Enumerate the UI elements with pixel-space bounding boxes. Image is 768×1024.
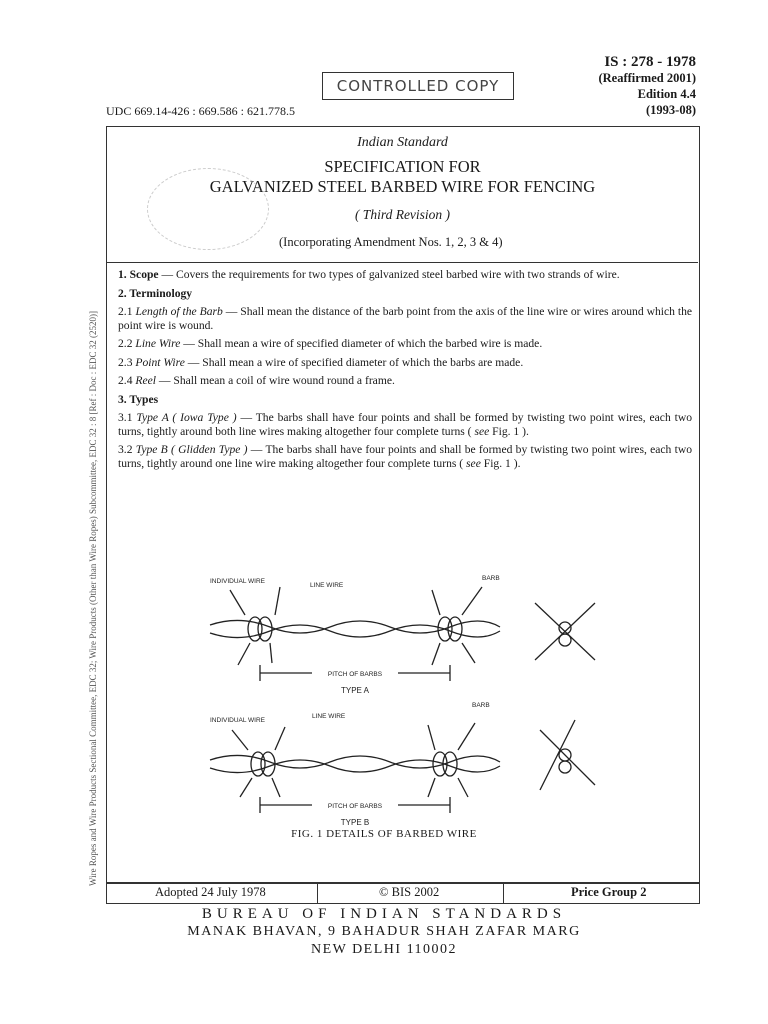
document-body: [118, 268, 692, 475]
publisher-address-line-1: MANAK BHAVAN, 9 BAHADUR SHAH ZAFAR MARG: [187, 924, 581, 939]
see-reference: see: [466, 456, 481, 470]
type-b-diagram: [210, 702, 595, 827]
footer-divider: [317, 883, 318, 903]
barb-label: BARB: [482, 575, 500, 582]
type-name: Type A ( Iowa Type ): [136, 411, 237, 424]
barb-label-b: BARB: [472, 702, 490, 709]
barbed-wire-figure: [200, 565, 620, 845]
scope-heading: 1. Scope: [118, 268, 159, 281]
type-a-end-view: [535, 603, 595, 660]
term-definition: — Shall mean the distance of the barb point from the axis of the line wire or wires around which the point wire is wound.: [118, 305, 693, 332]
type-a-paragraph: [118, 411, 692, 438]
term-name: Point Wire: [135, 355, 185, 369]
reaffirmed-note: (Reaffirmed 2001): [598, 71, 696, 85]
term-point-wire: [118, 356, 692, 370]
line-wire-strand: [210, 620, 500, 633]
copyright-notice: © BIS 2002: [379, 885, 440, 899]
term-definition: — Shall mean a coil of wire wound round a frame.: [156, 374, 395, 387]
line-wire-label-b: LINE WIRE: [312, 713, 346, 720]
standard-identifier-block: [598, 54, 696, 118]
scope-paragraph: [118, 268, 692, 282]
clause-number: 2.2: [118, 337, 136, 350]
adopted-date: Adopted 24 July 1978: [155, 885, 266, 899]
type-b-label: TYPE B: [340, 818, 370, 827]
controlled-copy-stamp: CONTROLLED COPY: [322, 72, 514, 100]
udc-code: UDC 669.14-426 : 669.586 : 621.778.5: [106, 104, 295, 118]
figure-reference: Fig. 1 ).: [489, 424, 529, 438]
clause-number: 3.1: [118, 411, 137, 424]
figure-caption: FIG. 1 DETAILS OF BARBED WIRE: [291, 828, 477, 840]
barb-right-b: [428, 723, 475, 797]
clause-number: 2.3: [118, 355, 136, 369]
types-heading: 3. Types: [118, 392, 159, 406]
term-line-wire: [118, 337, 692, 351]
see-reference: see: [474, 424, 490, 438]
term-length-of-barb: [118, 305, 692, 332]
title-line-1: SPECIFICATION FOR: [324, 157, 481, 176]
faded-seal-mark: [147, 168, 269, 250]
terminology-heading: 2. Terminology: [118, 286, 193, 300]
publisher-address-line-2: NEW DELHI 110002: [310, 942, 458, 957]
type-b-paragraph: [118, 443, 692, 470]
figure-reference: Fig. 1 ).: [480, 456, 521, 470]
barb-left-a: [230, 587, 280, 665]
line-wire-strand: [210, 625, 500, 638]
term-definition: — Shall mean a wire of specified diameter of which the barbs are made.: [184, 355, 524, 369]
barb-left-b: [232, 727, 285, 797]
price-group: Price Group 2: [571, 885, 647, 899]
term-name: Length of the Barb: [135, 305, 223, 318]
individual-wire-label-b: INDIVIDUAL WIRE: [210, 717, 266, 724]
clause-number: 3.2: [118, 443, 136, 456]
edition-note: Edition 4.4: [637, 87, 696, 101]
footer-bar: [106, 882, 700, 904]
term-definition: — Shall mean a wire of specified diameter of which the barbed wire is made.: [180, 337, 543, 350]
standard-label: Indian Standard: [357, 135, 448, 150]
term-reel: [118, 374, 692, 388]
footer-divider: [503, 883, 504, 903]
term-name: Line Wire: [135, 337, 181, 350]
term-name: Reel: [135, 374, 156, 387]
title-line-2: GALVANIZED STEEL BARBED WIRE FOR FENCING: [209, 177, 596, 196]
publisher-name: BUREAU OF INDIAN STANDARDS: [201, 906, 567, 922]
amendment-note: (Incorporating Amendment Nos. 1, 2, 3 & 4): [279, 235, 503, 249]
scope-text: — Covers the requirements for two types of galvanized steel barbed wire with two strands of wire.: [158, 268, 620, 281]
pitch-label-a: PITCH OF BARBS: [327, 671, 383, 678]
type-description: — The barbs shall have four points and shall be formed by twisting two point wires, each two turns, tightly around one line wire making altogether four complete turns (: [118, 443, 693, 470]
margin-committee-note: Wire Ropes and Wire Products Sectional Committee, EDC 32; Wire Products (Other than Wire Ropes) Subcommittee, EDC 32 : 8 [Ref : Doc : EDC 32 (2520)]: [88, 311, 98, 886]
type-a-diagram: [210, 575, 595, 695]
barb-right-a: [432, 587, 482, 665]
clause-number: 2.4: [118, 374, 136, 387]
pitch-label-b: PITCH OF BARBS: [327, 803, 383, 810]
type-b-end-view: [540, 720, 595, 790]
revision-label: ( Third Revision ): [354, 207, 451, 222]
year-range: (1993-08): [646, 103, 696, 117]
individual-wire-label: INDIVIDUAL WIRE: [210, 578, 266, 585]
line-wire-label: LINE WIRE: [310, 582, 344, 589]
type-description: — The barbs shall have four points and shall be formed by twisting two point wires, each two turns, tightly around both line wires making altogether four complete turns (: [118, 411, 692, 438]
type-a-label: TYPE A: [340, 686, 370, 695]
type-name: Type B ( Glidden Type ): [135, 443, 248, 456]
clause-number: 2.1: [118, 305, 136, 318]
is-number: IS : 278 - 1978: [604, 54, 696, 70]
